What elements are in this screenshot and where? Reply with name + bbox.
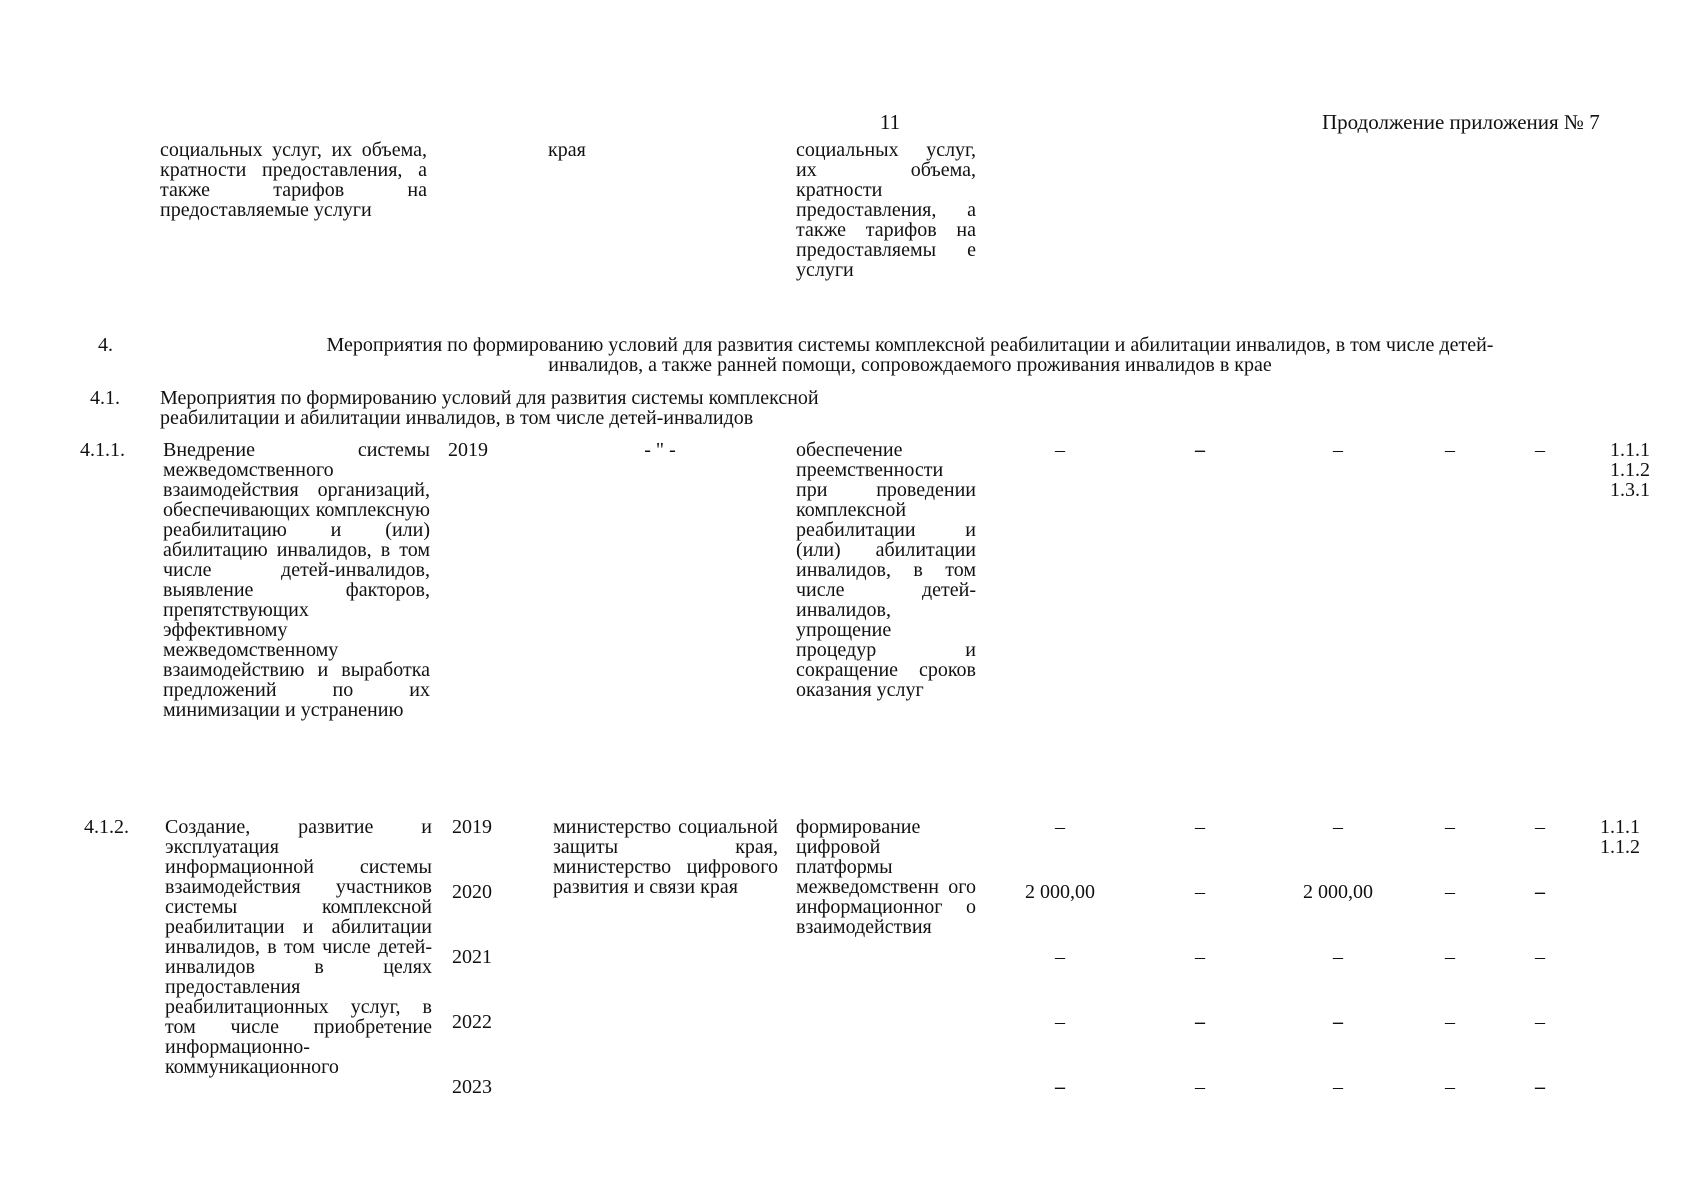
value-cell: 2 000,00 [1025, 881, 1095, 903]
measure-name-cell: Создание, развитие и эксплуатация информационной системы взаимодействия участников системы комплексной реабилитации и абилитации инвалидов, в том числе детей-инвалидов в целях предоставления реабилитационных услуг, в том числе приобретение информационно-коммуникационного [165, 816, 432, 1078]
value-cell: – [1535, 1011, 1545, 1033]
value-cell: – [1445, 816, 1455, 838]
value-cell: – [1055, 816, 1065, 838]
year-cell: 2023 [452, 1076, 492, 1098]
value-cell: – [1055, 946, 1065, 968]
measure-name-cell: Внедрение системы межведомственного взаимодействия организаций, обеспечивающих комплексную реабилитацию и (или) абилитацию инвалидов, в том числе детей-инвалидов, выявление факторов, препятствующих эффективному межведомственному взаимодействию и выработка предложений по их минимизации и устранению [163, 439, 430, 721]
year-cell: 2019 [452, 816, 492, 838]
continuation-note: Продолжение приложения № 7 [1322, 110, 1600, 134]
row-number: 4.1.2. [84, 816, 129, 838]
executor-cell: министерство социальной защиты края, министерство цифрового развития и связи края [553, 816, 778, 898]
value-cell: – [1333, 1011, 1343, 1033]
indicator-code: 1.1.2 [1600, 836, 1640, 858]
indicator-code: 1.1.1 [1600, 816, 1640, 838]
value-cell: – [1055, 1011, 1065, 1033]
value-cell: 2 000,00 [1303, 881, 1373, 903]
value-cell: – [1535, 1076, 1545, 1098]
carryover-result-cell: социальных услуг, их объема, кратности предоставления, а также тарифов на предоставляемы е услуги [796, 139, 976, 281]
value-cell: – [1195, 1076, 1205, 1098]
value-cell: – [1535, 439, 1545, 461]
indicator-code: 1.3.1 [1610, 479, 1650, 501]
value-cell: – [1445, 1011, 1455, 1033]
executor-cell: - " - [644, 439, 676, 461]
value-cell: – [1445, 946, 1455, 968]
value-cell: – [1055, 439, 1065, 461]
section-4-number: 4. [98, 334, 113, 356]
year-cell: 2021 [452, 946, 492, 968]
year-cell: 2020 [452, 881, 492, 903]
indicator-code: 1.1.1 [1610, 439, 1650, 461]
value-cell: – [1195, 439, 1205, 461]
page-number: 11 [879, 110, 901, 134]
value-cell: – [1333, 439, 1343, 461]
value-cell: – [1333, 946, 1343, 968]
carryover-executor-cell: края [548, 139, 586, 161]
indicator-code: 1.1.2 [1610, 459, 1650, 481]
year-cell: 2022 [452, 1011, 492, 1033]
value-cell: – [1445, 439, 1455, 461]
value-cell: – [1445, 1076, 1455, 1098]
section-4-title: Мероприятия по формированию условий для развития системы комплексной реабилитации и абилитации инвалидов, в том числе детей- инвалидов, а также ранней помощи, сопровождаемого проживания инвалидов в крае [326, 334, 1494, 376]
value-cell: – [1195, 1011, 1205, 1033]
value-cell: – [1445, 881, 1455, 903]
result-cell: формирование цифровой платформы межведомственн ого информационног о взаимодействия [796, 816, 976, 938]
value-cell: – [1535, 816, 1545, 838]
year-cell: 2019 [448, 439, 488, 461]
section-4-1-number: 4.1. [90, 387, 120, 409]
value-cell: – [1195, 946, 1205, 968]
value-cell: – [1195, 881, 1205, 903]
section-4-1-title: Мероприятия по формированию условий для развития системы комплексной реабилитации и абилитации инвалидов, в том числе детей-инвалидов [160, 387, 819, 429]
value-cell: – [1535, 881, 1545, 903]
carryover-name-cell: социальных услуг, их объема, кратности предоставления, а также тарифов на предоставляемые услуги [160, 139, 427, 221]
row-number: 4.1.1. [80, 439, 125, 461]
value-cell: – [1333, 816, 1343, 838]
value-cell: – [1195, 816, 1205, 838]
value-cell: – [1055, 1076, 1065, 1098]
result-cell: обеспечение преемственности при проведении комплексной реабилитации и (или) абилитации инвалидов, в том числе детей-инвалидов, упрощение процедур и сокращение сроков оказания услуг [796, 439, 976, 701]
value-cell: – [1333, 1076, 1343, 1098]
value-cell: – [1535, 946, 1545, 968]
